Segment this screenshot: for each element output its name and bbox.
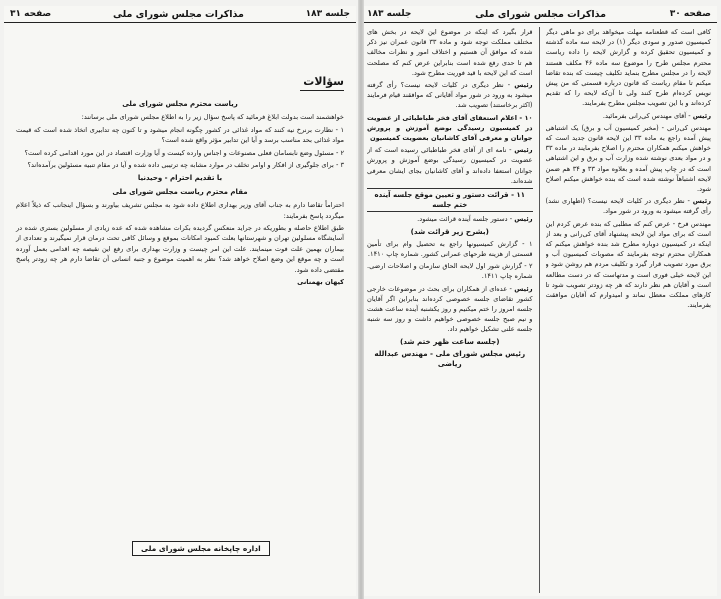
paragraph: قرار بگیرد که اینکه در موضوع این لایحه در بخش های مختلف مملکت توجه شود و ماده ۳۳ قانون عمران نیز ذکر شده که موافق آن هستیم و اختلاف امور و نظرات مخالف هم تا حدی رفع شده است بنابراین عرض کنم که مصلحت است که این لایحه با قید فوریت مطرح شود. [367, 28, 533, 77]
speaker-name: رئیس [514, 146, 533, 155]
text-columns [361, 27, 717, 593]
paragraph: ۱ - نظارت برنرخ نیه کنند که مواد غذائی در کشور چگونه انجام میشود و تا کنون چه تدابیری اتخاذ شده است که قیمت مواد غذائی بحد مناسب برسد و آیا این تدابیر مؤثر واقع شده است؟ [16, 125, 344, 145]
centered-line: (جلسه ساعت ظهر ختم شد) [399, 336, 500, 346]
speaker-paragraph [367, 284, 533, 335]
section-heading-boxed: ۱۱ - قرائت دستور و تعیین موقع جلسه آینده ختم جلسه [367, 188, 533, 212]
printing-house-stamp: اداره چاپخانه مجلس شورای ملی [132, 541, 270, 556]
page-title: مذاکرات مجلس شورای ملی [475, 8, 607, 20]
speaker-paragraph [546, 196, 712, 216]
speaker-paragraph [367, 145, 533, 186]
page-label: صفحه ۳۱ [10, 9, 52, 19]
column-right [546, 27, 712, 593]
book-gutter [358, 0, 364, 599]
speaker-text: - آقای مهندس کی‌رانی بفرمائید. [602, 111, 693, 120]
signature-line: کیهان بهمنانی [297, 278, 344, 287]
centered-line: مقام محترم ریاست مجلس شورای ملی [112, 187, 248, 196]
page-31 [4, 6, 356, 596]
questions-body [16, 99, 344, 288]
signature-line: رئیس مجلس شورای ملی - مهندس عبدالله ریاضی [374, 348, 526, 369]
centered-line: ریاست محترم مجلس شورای ملی [122, 100, 238, 108]
centered-line: (بشرح زیر قرائت شد) [410, 226, 489, 236]
page-header [4, 6, 356, 23]
session-label: جلسه ۱۸۳ [305, 9, 350, 19]
page-30 [361, 6, 717, 596]
session-label: جلسه ۱۸۳ [367, 9, 412, 19]
speaker-text: - دستور جلسه آینده قرائت میشود. [417, 215, 515, 224]
paragraph: کافی است که قطعنامه مهلت میخواهد برای دو ماهی دیگر کمیسیون صدور و سودی دیگر (۱) در لایحه سه ماده گذشته و کمیسیون تحقیق کرده و گزارش لایحه را داده ریاست محترم مجلس طرح را موضوع سه ماده ۴۶ مکلف هستند لایحه را در مجلس مطرح بنماید تکلیف چیست که بنده تقاضا میکنم تا مقام ریاست که قانون درباره قسمتی که من پیش نویس کرده‌ام طرح کنند ولی تا آن‌که لایحه را که تقدیم کرده‌اند و با این تصویب مجلس مطرح بفرمایند. [545, 28, 711, 108]
speaker-name: رئیس [692, 197, 711, 206]
page-header [361, 6, 717, 23]
paragraph: مهندس فرخ - عرض کنم که مطلبی که بنده عرض کردم این است که برای مواد این لایحه پیشنهاد آقای کی‌رانی و بعد از اینکه در کمیسیون دوباره مطرح شد بنده خواهش میکنم که همکاران محترم توجه بفرمایند که مصوبات کمیسیون آب و برق مورد تصویب قرار گیرد و تکلیف مردم هم روشن شود و این لایحه خیلی فوری است و مدتهاست که در دست مطالعه است و آقایان هم نظر دارند که هر چه زودتر تصویب شود تا کارهای مملکت معطل نماند و امیدوارم که آقایان موافقت بفرمایند. [545, 219, 711, 310]
speaker-paragraph [367, 80, 533, 111]
section-title: سؤالات [300, 75, 344, 91]
paragraph: ۳ - برای جلوگیری از افکار و اوامر تخلف در موارد مشابه چه ترتیبی داده شده و آیا در مقام تنبیه مسئولین برآمده‌اند؟ [27, 161, 344, 170]
speaker-text: - عده‌ای از همکاران برای بحث در موضوعات خارجی کشور تقاضای جلسه خصوصی کرده‌اند بنابراین اگر آقایان جلسه امروز را ختم میکنیم و روز یکشنبه آینده ساعت هشت و نیم صبح جلسه خصوصی خواهیم داشت و روز سه شنبه جلسه علنی تشکیل خواهیم داد. [367, 284, 533, 334]
paragraph: طبق اطلاع حاصله و بطوریکه در جراید منعکس گردیده بکرات مشاهده شده که عده زیادی از مسلولین بستری شده در آسایشگاه مسلولین تهران و شهرستانها بعلت کمبود امکانات بموقع و وسائل کافی تحت درمان قرار نمیگیرند و تعدادی از بیماران بهمین علت فوت مینمایند. علت این امر چیست و وزارت بهداری برای رفع این نقیصه چه اقدامی بعمل آورده است و چه موقع این وضع اصلاح خواهد شد؟ نظر به اهمیت موضوع و جنبه انسانی آن تقاضا دارم هر چه زودتر پاسخ مقتضی داده شود. [16, 224, 344, 274]
column-left [367, 27, 533, 593]
speaker-name: رئیس [514, 215, 533, 224]
paragraph: مهندس کی‌رانی - (مخبر کمیسیون آب و برق) یک اشتباهی پیش آمده راجع به ماده ۳۳ این لایحه قانون جدید است که خواهش میکنم همکاران محترم را اصلاح بفرمایند در ماده ۳۳ و در مواد بعدی نوشته شده وزارت آب و برق و این اشتباهی است که در چاپ پیش آمده و بعلاوه مواد ۳۳ و ۳۴ هم ضمن لایحه اشتباهاً نوشته شده است که بنده خواهش میکنم اصلاح شود. [545, 123, 711, 194]
page-title: مذاکرات مجلس شورای ملی [112, 8, 244, 20]
paragraph: ۱ - گزارش کمیسیونها راجع به تحصیل وام برای تأمین قسمتی از هزینه طرحهای عمرانی کشور. شماره چاپ ۱۴۱۰. [367, 239, 533, 259]
speaker-paragraph [546, 111, 712, 121]
speaker-name: رئیس [514, 81, 533, 90]
paragraph: ۲ - مسئول وضع نابسامان فعلی مصنوعات و اجناس وارده کیست و آیا وزارت اقتصاد در این مورد اقدامی کرده است؟ [24, 148, 344, 157]
speaker-text: - نامه ای از آقای فخر طباطبائی رسیده است که از عضویت در کمیسیون رسیدگی بوضع آموزش و پرورش جوانان استعفا داده‌اند و آقای کاشانیان بجای ایشان معرفی شده‌اند. [367, 146, 533, 185]
centered-line: با تقدیم احترام - وحیدنیا [137, 174, 223, 183]
speaker-text: - نظر دیگری در کلیات لایحه نیست؟ (اظهاری نشد) رأی گرفته میشود به ورود در شور مواد. [545, 197, 711, 216]
column-divider [539, 27, 540, 593]
page-label: صفحه ۳۰ [669, 9, 711, 19]
paragraph: احتراماً تقاضا دارم به جناب آقای وزیر بهداری اطلاع داده شود به مجلس تشریف بیاورند و بسؤال اینجانب که ذیلاً اعلام میگردد پاسخ بفرمایند: [16, 201, 344, 220]
speaker-name: رئیس [514, 284, 533, 293]
speaker-paragraph [367, 214, 533, 224]
agenda-heading: ۱۰ - اعلام استعفای آقای فخر طباطبائی از عضویت در کمیسیون رسیدگی بوضع آموزش و پرورش جوانان و معرفی آقای کاشانیان بعضویت کمیسیون [367, 113, 533, 143]
paragraph: خواهشمند است بدولت ابلاغ فرمائید که پاسخ سؤال زیر را به اطلاع مجلس شورای ملی برسانند: [81, 113, 344, 122]
speaker-name: رئیس [692, 111, 711, 120]
paragraph: ۲ - گزارش شور اول لایحه الحاق سازمان و اصلاحات ارضی. شماره چاپ ۱۴۱۱. [367, 262, 533, 281]
speaker-text: - نظر دیگری در کلیات لایحه نیست؟ رأی گرفته میشود به ورود در شور مواد آقایانی که موافقند قیام فرمایند (اکثر برخاستند) تصویب شد. [367, 81, 533, 110]
questions-section [4, 27, 356, 296]
